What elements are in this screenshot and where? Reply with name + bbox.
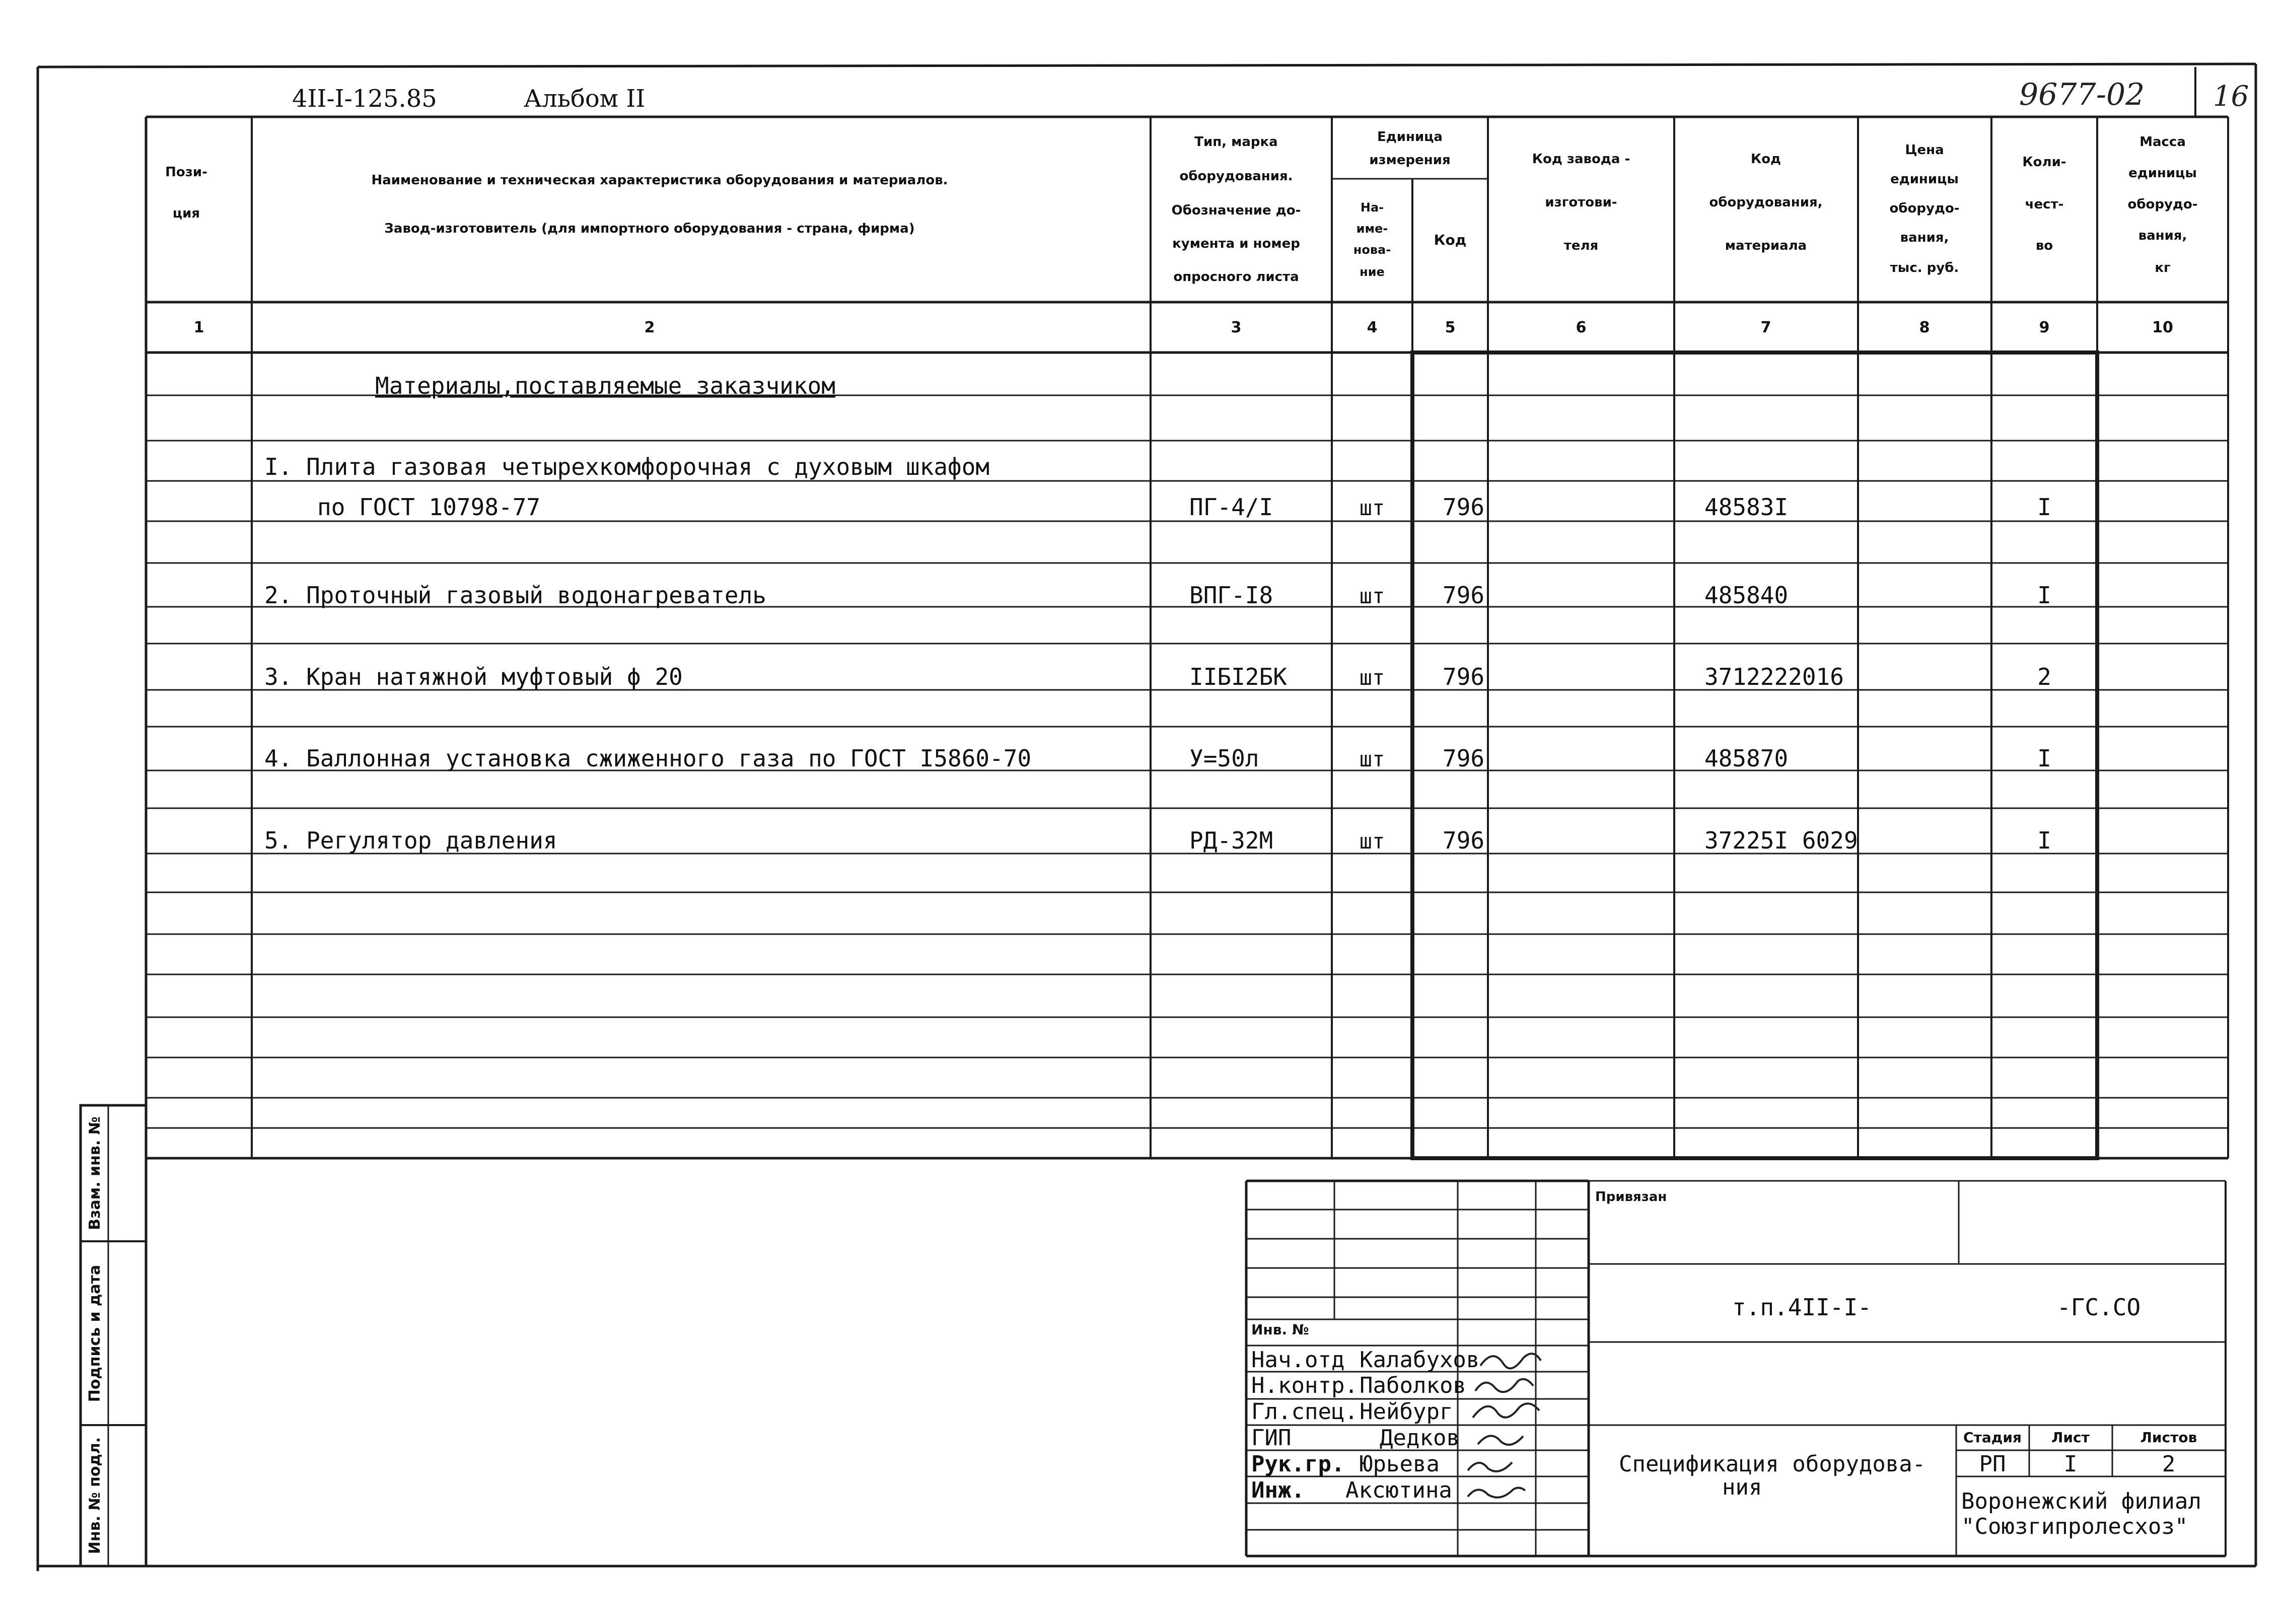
doc-code: 4II-I-125.85 [292,85,437,113]
staff-name-4: Дедков [1380,1425,1460,1451]
hdr-unit-name-3: нова- [1353,243,1391,257]
col-number-7: 7 [1760,319,1771,336]
hdr-maker-code-2: изготови- [1545,195,1617,210]
stamp-signature-date: Подпись и дата [86,1264,104,1402]
item-5-name: 5. Регулятор давления [264,827,557,854]
hdr-price-1: Цена [1905,143,1944,158]
hdr-position-2: ция [172,206,200,221]
item-3-equip-code: 3712222016 [1704,663,1844,690]
col-number-1: 1 [193,319,204,336]
sheet-label: Лист [2051,1429,2090,1446]
item-5-type: РД-32М [1189,827,1273,854]
organization-line1: Воронежский филиал [1961,1489,2201,1514]
item-2-name: 2. Проточный газовый водонагреватель [264,582,766,609]
col-number-6: 6 [1576,319,1587,336]
staff-role-5: Рук.гр. [1251,1451,1345,1477]
staff-role-2: Н.контр. [1251,1373,1358,1398]
item-1-unit: шт [1359,496,1385,520]
item-1-equip-code: 48583I [1704,493,1789,521]
hdr-mass-4: вания, [2138,228,2187,243]
staff-role-4: ГИП [1251,1425,1292,1451]
hdr-equip-code-2: оборудования, [1709,195,1823,210]
staff-role-3: Гл.спец. [1251,1399,1358,1425]
hdr-type-2: оборудования. [1179,169,1293,184]
inv-no-label: Инв. № [1251,1321,1309,1338]
table-header [165,129,2197,336]
item-2-unit: шт [1359,584,1385,608]
item-5-qty: I [2037,827,2051,854]
item-2-equip-code: 485840 [1704,582,1789,609]
col-number-4: 4 [1367,319,1378,336]
item-2-type: ВПГ-I8 [1189,582,1273,609]
item-4-unit: шт [1359,747,1385,771]
doc-title-line2: ния [1722,1474,1762,1500]
hdr-maker-code-3: теля [1563,238,1599,253]
hdr-price-5: тыс. руб. [1890,260,1959,275]
item-5-unit: шт [1359,829,1385,854]
signature-5 [1468,1462,1512,1471]
staff-name-2: Паболков [1360,1373,1466,1398]
sheets-value: 2 [2162,1451,2176,1477]
page-number-handwritten: 16 [2213,80,2249,113]
hdr-type-4: кумента и номер [1172,236,1300,251]
hdr-unit-group-1: Единица [1377,129,1443,145]
hdr-mass-2: единицы [2128,166,2197,181]
hdr-price-2: единицы [1890,172,1959,187]
hdr-equip-code-1: Код [1750,152,1781,167]
sheet-frame [38,64,2256,1571]
designation-suffix: -ГС.СО [2057,1294,2141,1321]
staff-name-6: Аксютина [1345,1477,1452,1503]
item-1-unit-code: 796 [1443,493,1485,521]
item-1-qty: I [2037,493,2051,521]
hdr-maker-code-1: Код завода - [1532,152,1630,167]
hdr-unit-name-2: име- [1356,222,1388,236]
item-3-unit-code: 796 [1443,663,1485,690]
hdr-equip-code-3: материала [1725,238,1807,253]
hdr-qty-1: Коли- [2022,155,2066,170]
table-row [264,453,2051,521]
stage-value: РП [1979,1451,2006,1477]
item-3-name: 3. Кран натяжной муфтовый ϕ 20 [264,663,683,690]
hdr-unit-code: Код [1434,232,1467,248]
col-number-2: 2 [644,319,655,336]
staff-name-3: Нейбург [1360,1399,1453,1425]
hdr-unit-name-4: ние [1360,265,1385,279]
item-4-name: 4. Баллонная установка сжиженного газа по ГОСТ I5860-70 [264,745,1032,772]
doc-title-line1: Спецификация оборудова- [1619,1451,1926,1477]
signature-4 [1478,1436,1523,1445]
item-1-name-line2: по ГОСТ 10798-77 [317,493,541,521]
hdr-qty-2: чест- [2025,197,2064,212]
top-header [292,67,2249,117]
item-4-equip-code: 485870 [1704,745,1789,772]
item-4-unit-code: 796 [1443,745,1485,772]
table-row [264,745,2051,772]
hdr-name-1: Наименование и техническая характеристика оборудования и материалов. [371,173,948,188]
hdr-price-3: оборудо- [1889,201,1960,216]
hdr-unit-name-1: На- [1360,200,1384,215]
table-body [264,372,2051,854]
hdr-type-1: Тип, марка [1194,134,1278,150]
section-title: Материалы,поставляемые заказчиком [375,372,835,399]
item-5-equip-code: 37225I 6029 [1704,827,1858,854]
album-label: Альбом II [524,85,646,113]
staff-role-6: Инж. [1251,1477,1305,1503]
staff-role-1: Нач.отд [1251,1347,1345,1373]
table-row [264,582,2051,609]
col-number-3: 3 [1231,319,1242,336]
sheet-value: I [2063,1451,2078,1477]
item-3-qty: 2 [2037,663,2051,690]
item-3-type: IIБI2БК [1189,663,1287,690]
col-number-9: 9 [2039,319,2050,336]
item-4-type: У=50л [1189,745,1259,772]
hdr-price-4: вания, [1900,230,1949,245]
hdr-type-5: опросного листа [1173,269,1299,285]
signature-2 [1475,1379,1533,1392]
item-5-unit-code: 796 [1443,827,1485,854]
col-number-5: 5 [1445,319,1456,336]
col-number-10: 10 [2152,319,2173,336]
privyazan-label: Привязан [1595,1189,1667,1205]
title-block [1246,1181,2226,1556]
item-1-name-line1: I. Плита газовая четырехкомфорочная с духовым шкафом [264,453,990,480]
signature-3 [1473,1403,1539,1418]
staff-name-5: Юрьева [1360,1451,1440,1477]
table-row [264,663,2051,690]
hdr-unit-group-2: измерения [1369,153,1451,168]
hdr-name-2: Завод-изготовитель (для импортного оборудования - страна, фирма) [384,221,915,236]
item-3-unit: шт [1359,665,1385,690]
item-2-unit-code: 796 [1443,582,1485,609]
hdr-mass-1: Масса [2139,134,2186,150]
table-row [264,827,2051,854]
hdr-position-1: Пози- [165,165,207,180]
side-stamp [81,1105,146,1566]
item-4-qty: I [2037,745,2051,772]
stamp-vzam-inv: Взам. инв. № [86,1116,104,1230]
signature-1 [1480,1354,1541,1368]
organization-line2: "Союзгипролесхоз" [1961,1514,2188,1539]
staff-name-1: Калабухов [1360,1347,1480,1373]
stamp-inv-podl: Инв. № подл. [86,1437,104,1555]
item-1-type: ПГ-4/I [1189,493,1273,521]
hdr-mass-3: оборудо- [2127,197,2198,212]
stage-label: Стадия [1963,1429,2022,1446]
sheets-label: Листов [2140,1429,2197,1446]
hdr-mass-5: кг [2155,260,2171,275]
inv-number-handwritten: 9677-02 [2019,77,2145,112]
col-number-8: 8 [1919,319,1930,336]
designation: т.п.4II-I- [1732,1294,1872,1321]
item-2-qty: I [2037,582,2051,609]
signature-6 [1468,1488,1525,1497]
hdr-qty-3: во [2035,238,2053,253]
hdr-type-3: Обозначение до- [1171,203,1301,218]
